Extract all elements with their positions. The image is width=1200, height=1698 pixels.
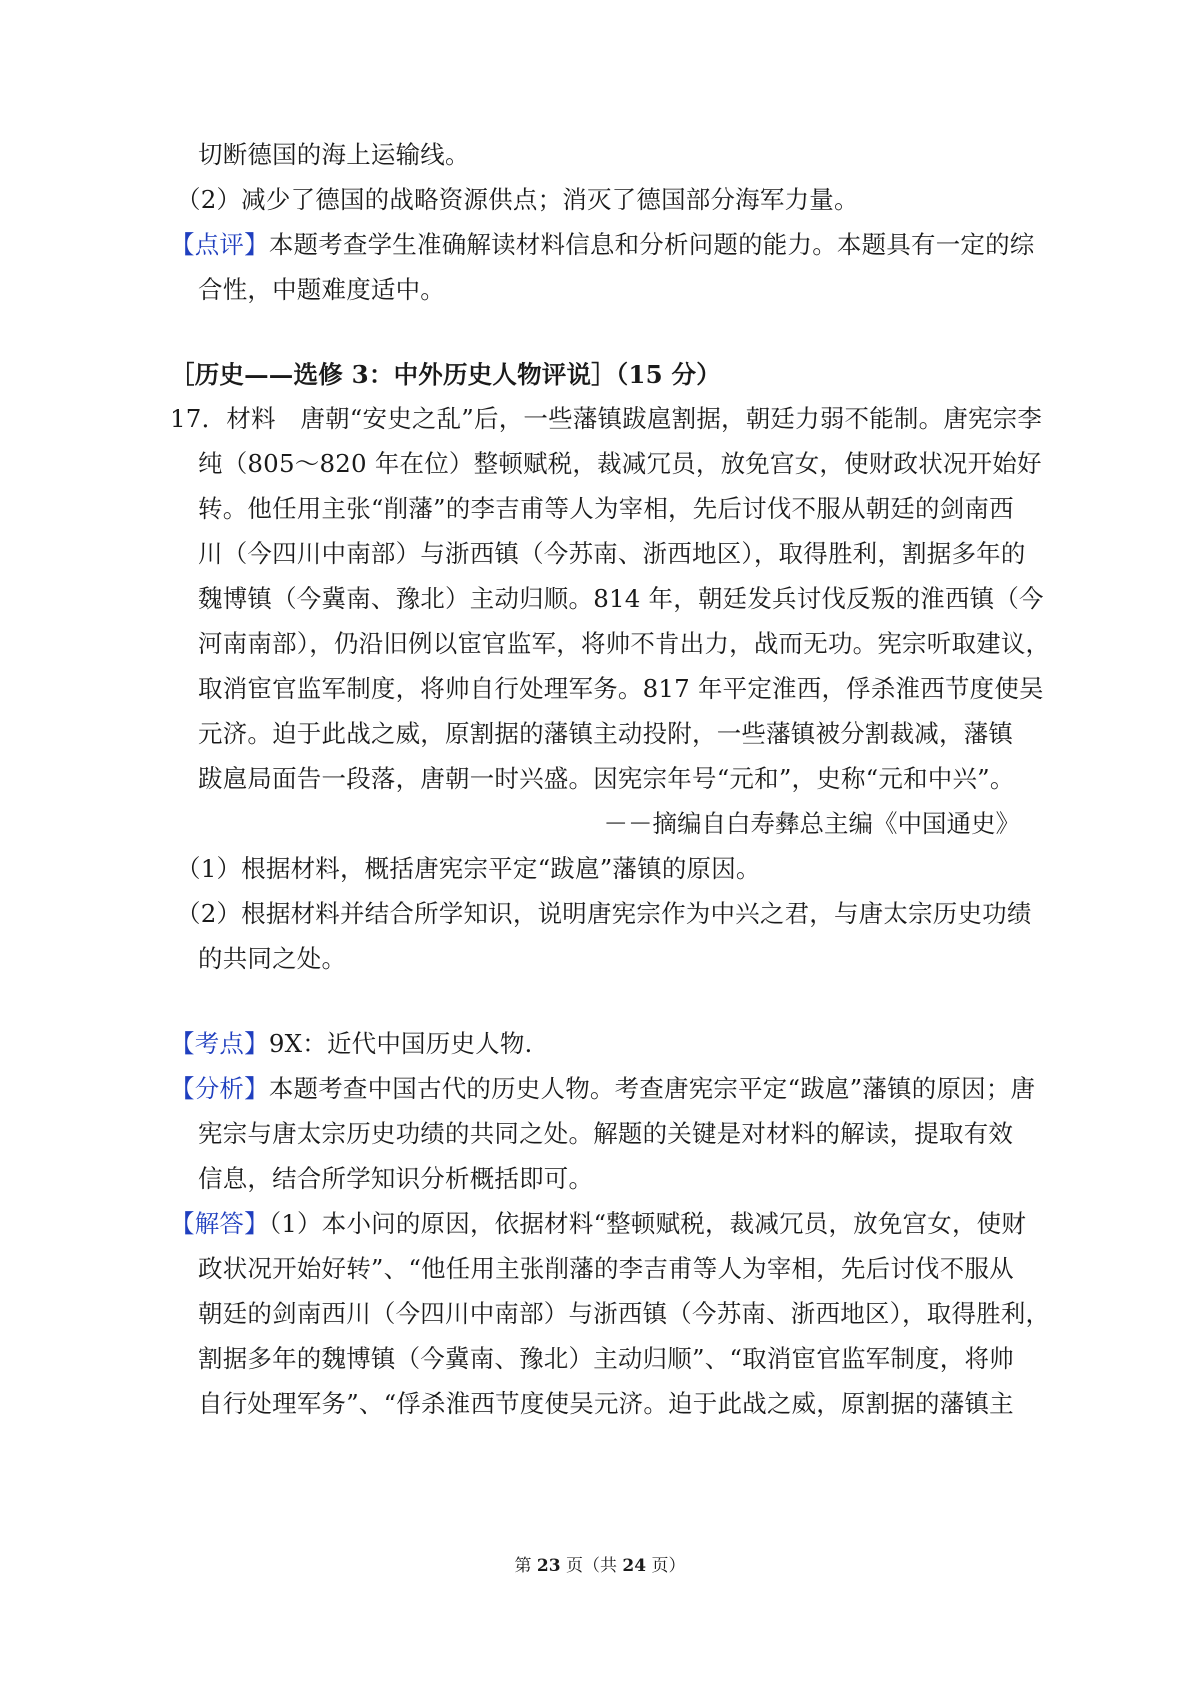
kaodian-line (170, 1027, 533, 1061)
kaodian-text: 9X：近代中国历史人物. (268, 1029, 533, 1058)
footer-total-pages: 24 (622, 1556, 647, 1576)
page-footer (0, 1554, 1200, 1578)
section-title: ［历史——选修 3：中外历史人物评说］（15 分） (170, 360, 721, 389)
jieda-line-cont: 朝廷的剑南西川（今四川中南部）与浙西镇（今苏南、浙西地区），取得胜利， (198, 1299, 1051, 1328)
question-line: 17．材料 唐朝“安史之乱”后，一些藩镇跋扈割据，朝廷力弱不能制。唐宪宗李 (170, 404, 1043, 433)
fenxi-text: 本题考查中国古代的历史人物。考查唐宪宗平定“跋扈”藩镇的原因；唐 (268, 1074, 1036, 1103)
sub-question-2-cont: 的共同之处。 (198, 944, 347, 973)
question-line: 纯（805～820 年在位）整顿赋税，裁减冗员，放免宫女，使财政状况开始好 (198, 449, 1042, 478)
jieda-tag: 【解答】 (170, 1209, 269, 1238)
kaodian-tag: 【考点】 (170, 1029, 269, 1058)
fenxi-line-cont: 宪宗与唐太宗历史功绩的共同之处。解题的关键是对材料的解读，提取有效 (198, 1119, 1014, 1148)
question-line: 川（今四川中南部）与浙西镇（今苏南、浙西地区），取得胜利，割据多年的 (198, 539, 1026, 568)
review-line-2: 合性，中题难度适中。 (198, 275, 445, 304)
question-line: 河南南部），仍沿旧例以宦官监军，将帅不肯出力，战而无功。宪宗听取建议， (198, 629, 1051, 658)
fenxi-line-cont: 信息，结合所学知识分析概括即可。 (198, 1164, 594, 1193)
sub-question-2: （2）根据材料并结合所学知识，说明唐宪宗作为中兴之君，与唐太宗历史功绩 (176, 899, 1032, 928)
question-line: 取消宦官监军制度，将帅自行处理军务。817 年平定淮西，俘杀淮西节度使吴 (198, 674, 1044, 703)
review-text: 本题考查学生准确解读材料信息和分析问题的能力。本题具有一定的综 (268, 230, 1035, 259)
question-line: 跋扈局面告一段落，唐朝一时兴盛。因宪宗年号“元和”，史称“元和中兴”。 (198, 764, 1015, 793)
footer-middle: 页（共 (560, 1556, 623, 1576)
sub-question-1: （1）根据材料，概括唐宪宗平定“跋扈”藩镇的原因。 (176, 854, 761, 883)
footer-prefix: 第 (514, 1556, 537, 1576)
footer-suffix: 页） (646, 1556, 686, 1576)
jieda-line-cont: 割据多年的魏博镇（今冀南、豫北）主动归顺”、“取消宦官监军制度，将帅 (198, 1344, 1014, 1373)
jieda-text: （1）本小问的原因，依据材料“整顿赋税，裁减冗员，放免宫女，使财 (268, 1209, 1027, 1238)
jieda-line-cont: 政状况开始好转”、“他任用主张削藩的李吉甫等人为宰相，先后讨伐不服从 (198, 1254, 1014, 1283)
material-source: －－摘编自白寿彝总主编《中国通史》 (603, 809, 1020, 838)
jieda-line (170, 1207, 1026, 1241)
question-line: 转。他任用主张“削藩”的李吉甫等人为宰相，先后讨伐不服从朝廷的剑南西 (198, 494, 1014, 523)
question-line: 魏博镇（今冀南、豫北）主动归顺。814 年，朝廷发兵讨伐反叛的淮西镇（今 (198, 584, 1044, 613)
prev-answer-sub2: （2）减少了德国的战略资源供点；消灭了德国部分海军力量。 (176, 185, 859, 214)
prev-answer-line: 切断德国的海上运输线。 (198, 140, 470, 169)
review-line (170, 228, 1035, 262)
review-tag: 【点评】 (170, 230, 269, 259)
footer-page-number: 23 (536, 1556, 561, 1576)
fenxi-tag: 【分析】 (170, 1074, 269, 1103)
fenxi-line (170, 1072, 1035, 1106)
jieda-line-cont: 自行处理军务”、“俘杀淮西节度使吴元济。迫于此战之威，原割据的藩镇主 (198, 1389, 1014, 1418)
question-line: 元济。迫于此战之威，原割据的藩镇主动投附，一些藩镇被分割裁减，藩镇 (198, 719, 1014, 748)
